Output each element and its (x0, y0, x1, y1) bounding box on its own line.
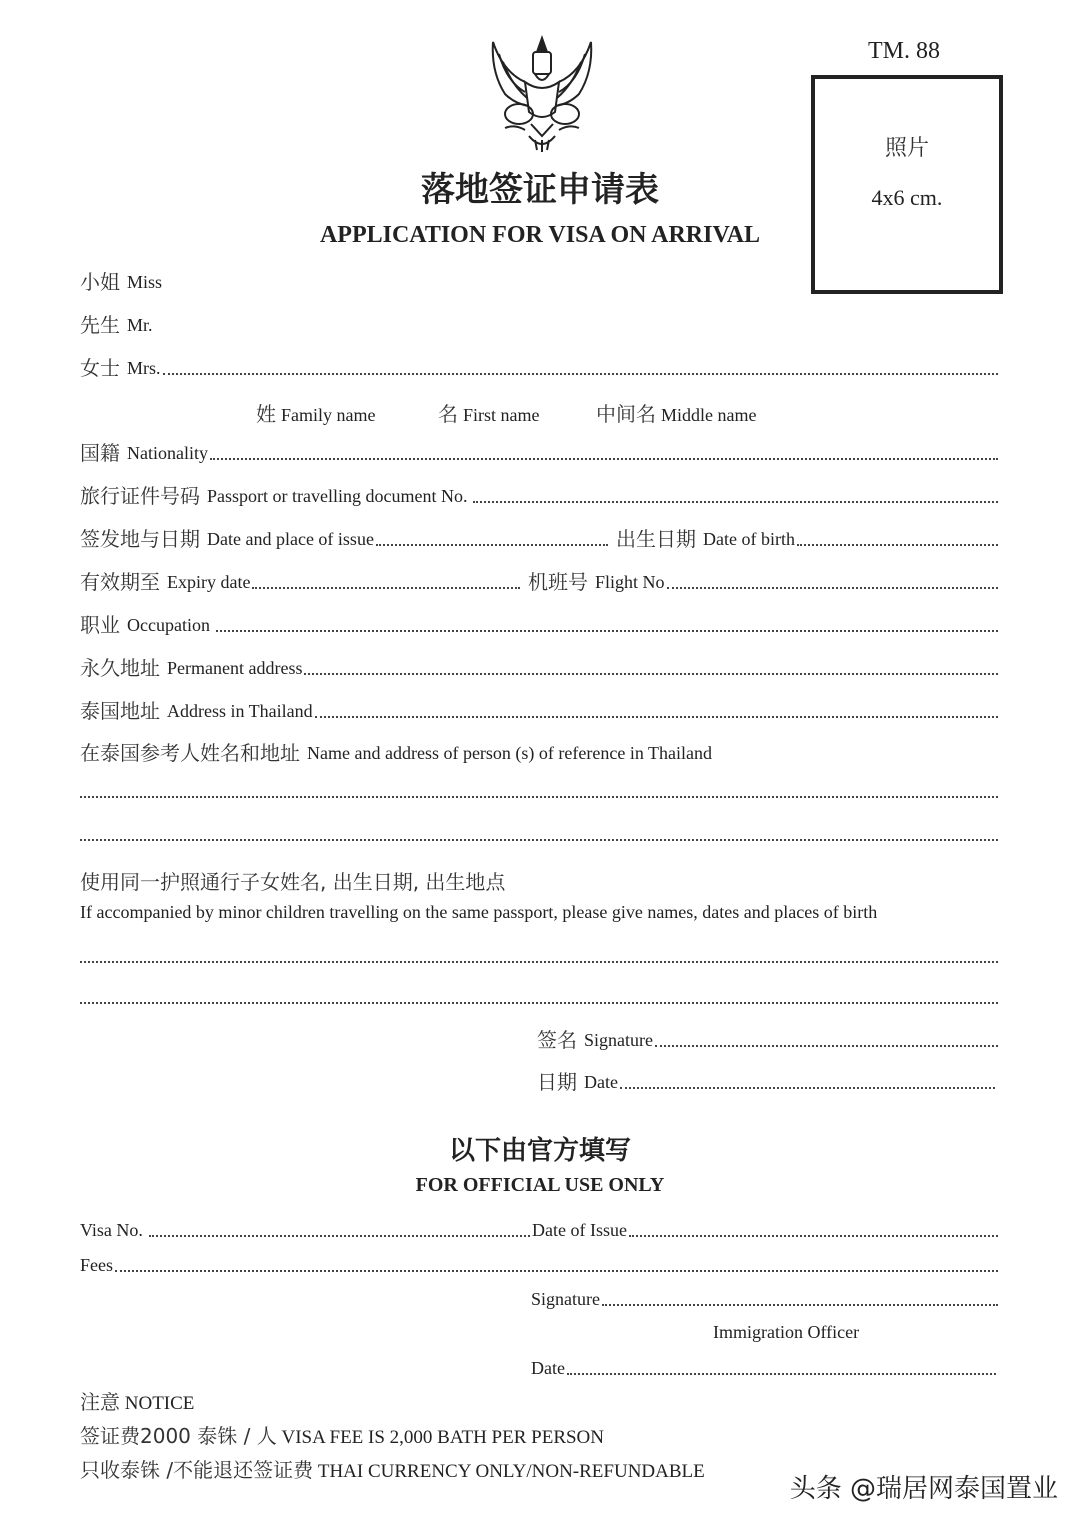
field-label-en: Flight No (595, 572, 665, 592)
issue-field[interactable] (80, 527, 608, 551)
field-label-cn: 机班号 (528, 570, 588, 594)
field-label-cn: 日期 (537, 1070, 577, 1094)
field-label-en: Visa No. (80, 1220, 143, 1240)
signature-input-line[interactable] (655, 1045, 998, 1047)
salutation-cn: 小姐 (80, 270, 120, 294)
field-label-cn: 职业 (80, 613, 120, 637)
field-label-en: Date (531, 1358, 565, 1378)
issue-birth-row (80, 527, 998, 551)
date-of-issue-field[interactable] (532, 1218, 998, 1242)
thai-address-input-line[interactable] (315, 716, 998, 718)
occupation-input-line[interactable] (216, 630, 998, 632)
watermark: 头条 @瑞居网泰国置业 (789, 1474, 1058, 1504)
garuda-emblem-icon (485, 32, 600, 154)
officer-date-input-line[interactable] (567, 1373, 996, 1375)
official-title-en: FOR OFFICIAL USE ONLY (415, 1174, 665, 1196)
salutation-en: Mrs. (127, 358, 161, 378)
first-name-label: 名 First name (438, 402, 540, 426)
applicant-signature-field[interactable] (537, 1028, 998, 1052)
middle-name-label: 中间名 Middle name (596, 402, 757, 426)
field-label-cn: 签名 (537, 1028, 577, 1052)
page-title-en: APPLICATION FOR VISA ON ARRIVAL (319, 222, 761, 248)
name-field[interactable] (80, 356, 998, 380)
salutation-miss[interactable] (80, 270, 162, 294)
expiry-input-line[interactable] (252, 587, 520, 589)
field-label-en: Signature (584, 1030, 653, 1050)
field-label-en: Name and address of person (s) of reference in Thailand (307, 743, 712, 763)
flight-field[interactable] (528, 570, 998, 594)
notice-heading: 注意 NOTICE (80, 1390, 195, 1414)
nationality-field[interactable] (80, 441, 998, 465)
children-input-line-2[interactable] (80, 1002, 998, 1004)
field-label-cn: 有效期至 (80, 570, 160, 594)
salutation-en: Miss (127, 272, 163, 292)
field-label-cn: 永久地址 (80, 656, 160, 680)
field-label-en: Fees (80, 1255, 113, 1275)
nationality-input-line[interactable] (210, 458, 998, 460)
officer-date-field[interactable] (531, 1356, 996, 1380)
flight-input-line[interactable] (667, 587, 998, 589)
immigration-officer-label: Immigration Officer (713, 1322, 860, 1342)
issue-input-line[interactable] (376, 544, 608, 546)
birth-field[interactable] (616, 527, 998, 551)
expiry-field[interactable] (80, 570, 520, 594)
reference-input-line-1[interactable] (80, 796, 998, 798)
visa-no-input-line[interactable] (149, 1235, 530, 1237)
fees-field[interactable] (80, 1253, 998, 1277)
children-input-line-1[interactable] (80, 961, 998, 963)
children-label-cn: 使用同一护照通行子女姓名, 出生日期, 出生地点 (80, 870, 506, 894)
field-label-en: Signature (531, 1289, 600, 1309)
field-label-cn: 国籍 (80, 441, 120, 465)
name-input-line[interactable] (163, 373, 998, 375)
notice-fee: 签证费2000 泰铢 / 人 VISA FEE IS 2,000 BATH PER PERSON (80, 1424, 604, 1448)
permanent-address-input-line[interactable] (304, 673, 998, 675)
field-label-en: Expiry date (167, 572, 251, 592)
official-title-cn: 以下由官方填写 (448, 1136, 631, 1166)
salutation-cn: 先生 (80, 313, 120, 337)
officer-signature-field[interactable] (531, 1287, 998, 1311)
field-label-en: Date of birth (703, 529, 795, 549)
fees-input-line[interactable] (115, 1270, 998, 1272)
children-label-en: If accompanied by minor children travelling on the same passport, please give names, dates and places of birth (80, 902, 878, 922)
reference-label (80, 741, 712, 765)
reference-input-line-2[interactable] (80, 839, 998, 841)
field-label-en: Nationality (127, 443, 208, 463)
salutation-mr[interactable] (80, 313, 153, 337)
salutation-cn: 女士 (80, 356, 120, 380)
field-label-cn: 在泰国参考人姓名和地址 (80, 741, 300, 765)
field-label-en: Date of Issue (532, 1220, 627, 1240)
date-of-issue-input-line[interactable] (629, 1235, 998, 1237)
field-label-en: Occupation (127, 615, 210, 635)
field-label-cn: 签发地与日期 (80, 527, 200, 551)
field-label-en: Address in Thailand (167, 701, 313, 721)
field-label-cn: 出生日期 (616, 527, 696, 551)
expiry-flight-row (80, 570, 998, 594)
occupation-field[interactable] (80, 613, 998, 637)
field-label-en: Passport or travelling document No. (207, 486, 468, 506)
permanent-address-field[interactable] (80, 656, 998, 680)
page-title-cn: 落地签证申请表 (421, 170, 659, 210)
officer-signature-input-line[interactable] (602, 1304, 998, 1306)
field-label-cn: 泰国地址 (80, 699, 160, 723)
field-label-en: Date (584, 1072, 618, 1092)
passport-field[interactable] (80, 484, 998, 508)
official-row-1 (80, 1218, 998, 1242)
family-name-label: 姓 Family name (256, 402, 376, 426)
field-label-cn: 旅行证件号码 (80, 484, 200, 508)
date-input-line[interactable] (620, 1087, 995, 1089)
applicant-date-field[interactable] (537, 1070, 995, 1094)
birth-input-line[interactable] (797, 544, 998, 546)
photo-size: 4x6 cm. (871, 185, 943, 210)
visa-no-field[interactable] (80, 1218, 530, 1242)
photo-label: 照片 (884, 136, 929, 161)
form-code: TM. 88 (868, 38, 940, 64)
thai-address-field[interactable] (80, 699, 998, 723)
salutation-en: Mr. (127, 315, 153, 335)
notice-currency: 只收泰铢 /不能退还签证费 THAI CURRENCY ONLY/NON-REFUNDABLE (80, 1458, 705, 1482)
field-label-en: Date and place of issue (207, 529, 374, 549)
passport-input-line[interactable] (473, 501, 998, 503)
field-label-en: Permanent address (167, 658, 303, 678)
